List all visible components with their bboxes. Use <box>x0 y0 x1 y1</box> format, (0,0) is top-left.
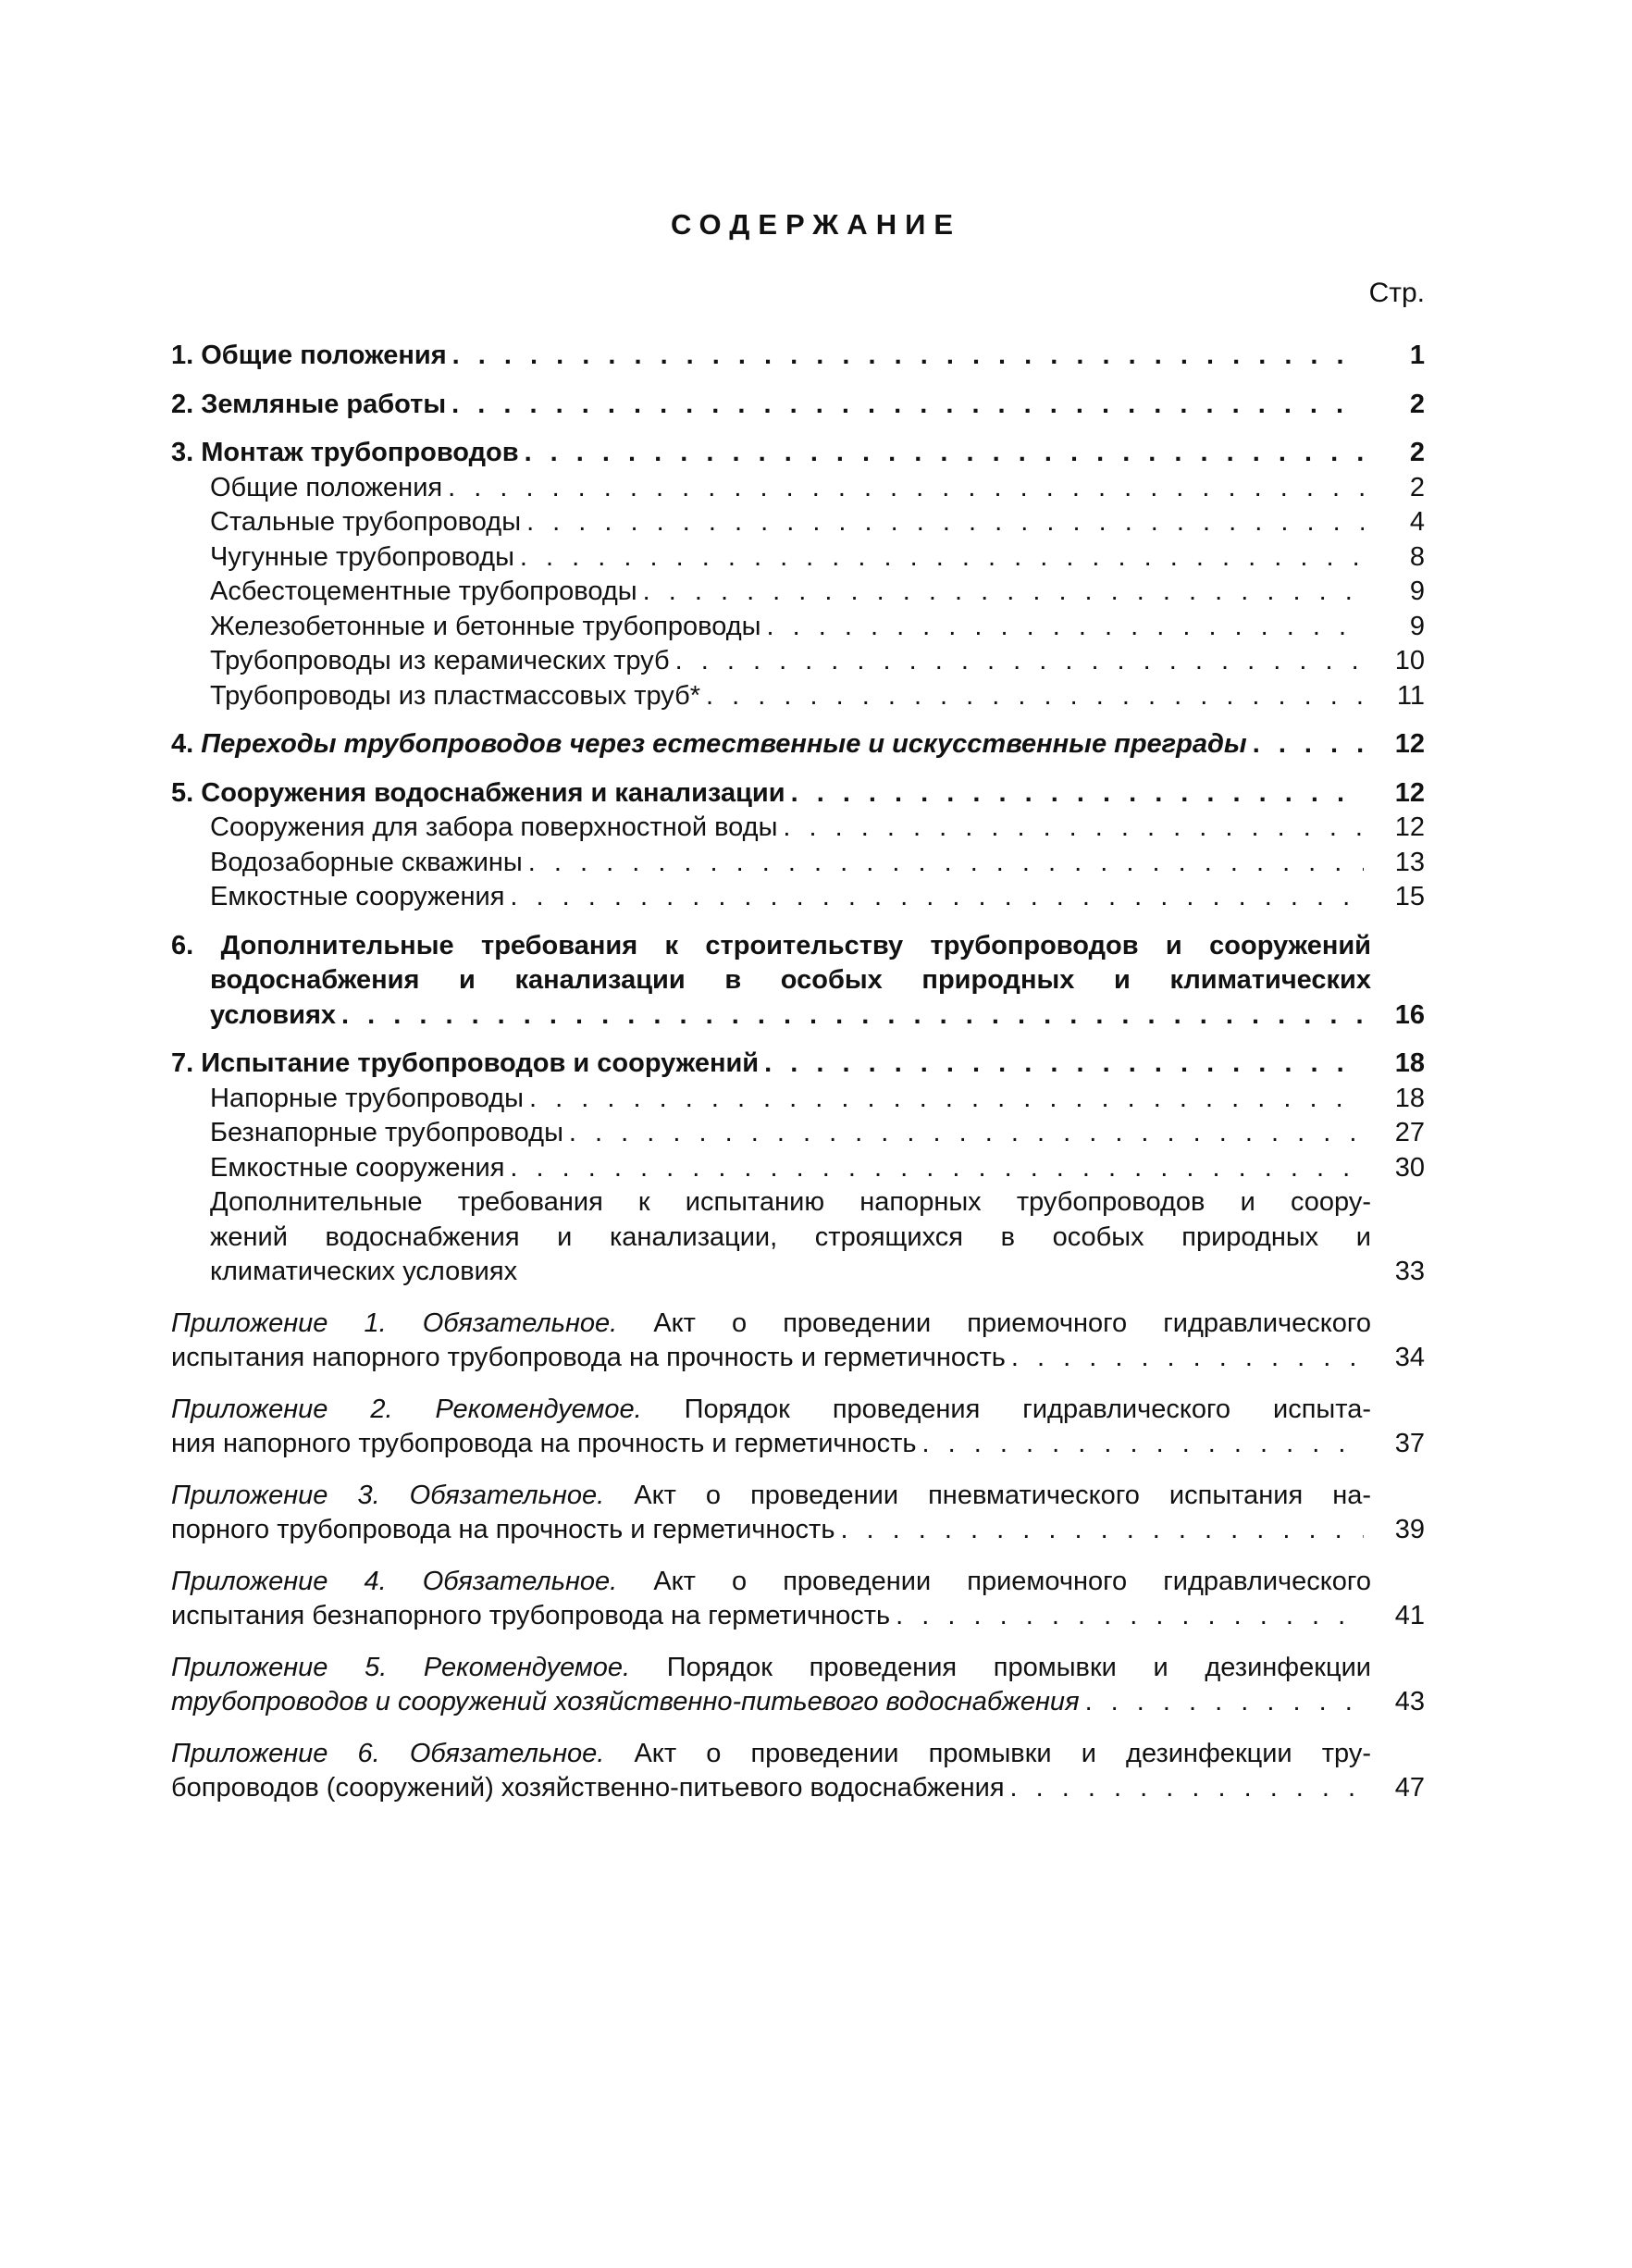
toc-entry-3 <box>171 436 1425 471</box>
toc-entry-2 <box>171 388 1425 423</box>
toc-entry-last-line <box>171 998 1425 1034</box>
appendix-line: трубопроводов и сооружений хозяйственно-питьевого водоснабжения <box>171 1687 1080 1716</box>
appendix-label: Приложение 3. Обязательное. <box>171 1480 605 1510</box>
appendix-6 <box>171 1737 1425 1806</box>
toc-subentry-label-line: климатических условиях <box>210 1257 518 1286</box>
appendix-last-line <box>171 1685 1425 1720</box>
toc-page-number: 12 <box>1394 812 1425 842</box>
page-title: СОДЕРЖАНИЕ <box>670 208 962 241</box>
toc-page-number: 2 <box>1409 438 1425 467</box>
dot-leader <box>922 1427 1364 1462</box>
toc-entry-label-line: условиях <box>210 999 336 1030</box>
toc-subentry-label: Сооружения для забора поверхностной воды <box>210 812 778 842</box>
toc-entry-4 <box>171 727 1425 762</box>
toc-page-number: 18 <box>1394 1048 1425 1078</box>
dot-leader <box>525 436 1364 471</box>
toc-entry-6 <box>171 929 1425 1034</box>
toc-subentry <box>171 846 1425 881</box>
toc-subentry-label: Асбестоцементные трубопроводы <box>210 576 637 606</box>
dot-leader <box>783 811 1364 846</box>
dot-leader <box>840 1513 1364 1548</box>
toc-page-number: 1 <box>1409 341 1425 370</box>
toc-subentry <box>171 540 1425 576</box>
dot-leader <box>510 880 1364 915</box>
toc-subentry-label: Безнапорные трубопроводы <box>210 1118 563 1147</box>
toc-page-number: 12 <box>1394 729 1425 759</box>
toc-subentry <box>171 471 1425 506</box>
toc-page-number: 10 <box>1394 646 1425 675</box>
toc-page-number: 11 <box>1396 680 1425 711</box>
toc-entry-5 <box>171 776 1425 812</box>
toc-page-number: 37 <box>1394 1429 1425 1458</box>
dot-leader <box>1253 727 1364 762</box>
toc-subentry-label: Емкостные сооружения <box>210 882 505 911</box>
appendix-line: Приложение 2. Рекомендуемое. Порядок проведения гидравлического испыта- <box>171 1394 1371 1424</box>
toc-page-number: 8 <box>1409 541 1425 572</box>
appendix-line: Приложение 4. Обязательное. Акт о проведении приемочного гидравлического <box>171 1566 1371 1596</box>
toc-subentry-label-line: Дополнительные требования к испытанию напорных трубопроводов и соору- <box>210 1187 1371 1217</box>
toc-subentry-label: Трубопроводы из пластмассовых труб* <box>210 680 701 711</box>
dot-leader <box>528 846 1364 881</box>
toc-page-number: 39 <box>1394 1515 1425 1544</box>
dot-leader <box>569 1116 1364 1151</box>
toc-entry-label: 4. Переходы трубопроводов через естественные и искусственные преграды <box>171 729 1247 759</box>
appendix-label: Приложение 5. Рекомендуемое. <box>171 1652 631 1682</box>
toc-page-number: 47 <box>1394 1773 1425 1803</box>
toc-subentry <box>171 644 1425 679</box>
dot-leader <box>791 776 1364 812</box>
toc-entry-1 <box>171 339 1425 374</box>
toc-page-number: 15 <box>1394 882 1425 911</box>
toc-subentry <box>171 811 1425 846</box>
dot-leader <box>529 1082 1364 1117</box>
toc-subentry-label: Трубопроводы из керамических труб <box>210 646 670 675</box>
page-column-label: Стр. <box>1368 278 1425 308</box>
table-of-contents <box>171 339 1425 1806</box>
appendix-line: ния напорного трубопровода на прочность и герметичность <box>171 1429 917 1458</box>
dot-leader <box>341 998 1364 1034</box>
toc-page-number: 2 <box>1409 389 1425 419</box>
toc-subentry-label: Чугунные трубопроводы <box>210 541 514 572</box>
appendix-last-line <box>171 1513 1425 1548</box>
dot-leader <box>896 1599 1364 1634</box>
toc-entry-7 <box>171 1047 1425 1082</box>
appendix-2 <box>171 1393 1425 1462</box>
toc-page-number: 12 <box>1394 777 1425 808</box>
appendix-line: Приложение 5. Рекомендуемое. Порядок проведения промывки и дезинфекции <box>171 1652 1371 1682</box>
toc-entry-label: 2. Земляные работы <box>171 389 447 419</box>
dot-leader <box>452 339 1364 374</box>
dot-leader <box>526 505 1364 540</box>
toc-entry-label: 1. Общие положения <box>171 341 447 370</box>
dot-leader <box>764 1047 1364 1082</box>
appendix-last-line <box>171 1771 1425 1806</box>
toc-page-number: 33 <box>1394 1257 1425 1286</box>
toc-page-number: 16 <box>1394 999 1425 1030</box>
toc-page-number: 9 <box>1409 576 1425 606</box>
appendix-label: Приложение 6. Обязательное. <box>171 1738 605 1768</box>
dot-leader <box>448 471 1364 506</box>
toc-page-number: 34 <box>1394 1343 1425 1372</box>
appendix-line: испытания напорного трубопровода на прочность и герметичность <box>171 1343 1006 1372</box>
toc-subentry-label: Емкостные сооружения <box>210 1152 505 1183</box>
appendix-4 <box>171 1565 1425 1634</box>
appendix-line: испытания безнапорного трубопровода на герметичность <box>171 1601 891 1630</box>
toc-subentry <box>171 880 1425 915</box>
dot-leader <box>767 610 1365 645</box>
toc-page-number: 4 <box>1409 507 1425 537</box>
toc-page-number: 30 <box>1394 1152 1425 1183</box>
appendix-line: Приложение 1. Обязательное. Акт о проведении приемочного гидравлического <box>171 1308 1371 1338</box>
appendix-1 <box>171 1307 1425 1376</box>
toc-subentry <box>171 575 1425 610</box>
appendix-line: бопроводов (сооружений) хозяйственно-питьевого водоснабжения <box>171 1773 1005 1803</box>
toc-page-number: 13 <box>1394 847 1425 877</box>
toc-page-number: 18 <box>1394 1083 1425 1113</box>
toc-subentry <box>171 505 1425 540</box>
toc-page-number: 27 <box>1394 1118 1425 1147</box>
toc-subentry-label-line: жений водоснабжения и канализации, строящихся в особых природных и <box>210 1221 1371 1252</box>
toc-subentry-multiline <box>171 1185 1425 1290</box>
toc-subentry <box>171 679 1425 714</box>
toc-subentry-label: Водозаборные скважины <box>210 847 523 877</box>
toc-page-number: 9 <box>1409 611 1425 641</box>
toc-subentry <box>171 1116 1425 1151</box>
toc-page-number: 2 <box>1409 472 1425 502</box>
appendix-5 <box>171 1651 1425 1720</box>
dot-leader <box>1085 1685 1364 1720</box>
dot-leader <box>643 575 1364 610</box>
appendix-last-line <box>171 1427 1425 1462</box>
toc-entry-label-line: водоснабжения и канализации в особых природных и климатических <box>210 965 1371 995</box>
toc-subentry <box>171 1151 1425 1186</box>
dot-leader <box>451 388 1364 423</box>
appendix-label: Приложение 4. Обязательное. <box>171 1566 618 1596</box>
dot-leader <box>706 679 1364 714</box>
toc-page-number: 41 <box>1394 1601 1425 1630</box>
dot-leader <box>510 1151 1364 1186</box>
toc-subentry-label: Стальные трубопроводы <box>210 507 522 537</box>
appendix-line: порного трубопровода на прочность и герметичность <box>171 1515 835 1544</box>
dot-leader <box>1011 1341 1364 1376</box>
toc-page-number: 43 <box>1394 1687 1425 1716</box>
toc-subentry <box>171 1082 1425 1117</box>
toc-subentry-label: Напорные трубопроводы <box>210 1083 525 1113</box>
appendix-label: Приложение 2. Рекомендуемое. <box>171 1394 642 1424</box>
toc-subentry <box>171 610 1425 645</box>
dot-leader <box>1010 1771 1364 1806</box>
toc-entry-label: 5. Сооружения водоснабжения и канализации <box>171 777 785 808</box>
dot-leader <box>520 540 1364 576</box>
toc-entry-label-line: 6. Дополнительные требования к строительству трубопроводов и сооружений <box>171 930 1371 960</box>
appendix-last-line <box>171 1341 1425 1376</box>
toc-entry-label: 3. Монтаж трубопроводов <box>171 438 519 467</box>
toc-subentry-last-line <box>171 1255 1425 1290</box>
appendix-3 <box>171 1479 1425 1548</box>
dot-leader <box>675 644 1364 679</box>
appendix-last-line <box>171 1599 1425 1634</box>
appendix-line: Приложение 3. Обязательное. Акт о проведении пневматического испытания на- <box>171 1480 1372 1510</box>
toc-entry-label: 7. Испытание трубопроводов и сооружений <box>171 1048 760 1078</box>
toc-subentry-label: Железобетонные и бетонные трубопроводы <box>210 611 761 641</box>
appendix-line: Приложение 6. Обязательное. Акт о проведении промывки и дезинфекции тру- <box>171 1738 1371 1768</box>
toc-subentry-label: Общие положения <box>210 472 443 502</box>
appendix-label: Приложение 1. Обязательное. <box>171 1308 618 1338</box>
